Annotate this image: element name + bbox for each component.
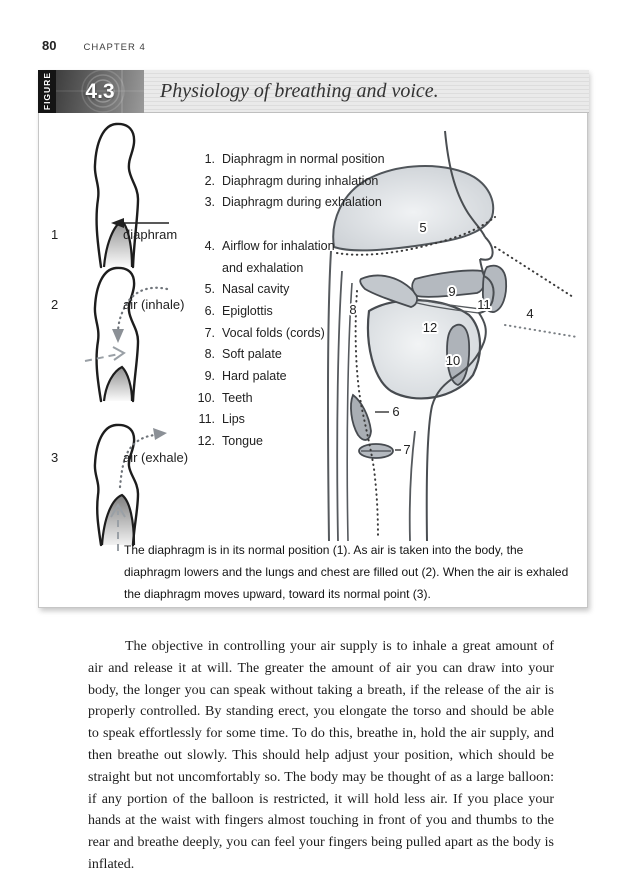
legend-item: 3. Diaphragm during exhalation [204, 195, 382, 210]
label-epiglottis: 6 [392, 404, 400, 419]
figure-title: Physiology of breathing and voice. [160, 80, 439, 102]
diagram-label-diaphragm: diaphram [123, 227, 178, 242]
legend-item: 9. Hard palate [204, 369, 287, 384]
running-head [42, 38, 146, 53]
diagram-number-3: 3 [51, 450, 59, 465]
legend-item: 12. Tongue [197, 434, 264, 449]
legend-item-continuation: and exhalation [222, 260, 304, 275]
torso-diagram-normal [67, 117, 179, 273]
legend-item: 7. Vocal folds (cords) [204, 325, 325, 340]
figure-banner [38, 70, 589, 113]
figure-tab-label: FIGURE [42, 72, 52, 111]
diagram-label-inhale: air (inhale) [123, 297, 185, 312]
body-paragraph: The objective in controlling your air supply is to inhale a great amount of air and release it at will. The greater the amount of air you can draw into your body, the longer you can speak without taking a breath, if the release of the air is properly controlled. By standing erect, you elongate the torso and should be able to speak effortlessly for some time. To do this, breathe in, hold the air supply, and then breathe out slowly. This should help adjust your position, which should be straight but not uncomfortably so. The body may be thought of as a large balloon: if any portion of the balloon is restricted, it will hold less air. If you place your hands at the waist with fingers almost touching in front of you and thumbs to the rear and breathe deeply, you can feel your fingers being pulled apart as the body is inflated. [88, 639, 554, 872]
diagram-number-2: 2 [51, 297, 59, 312]
label-teeth: 10 [445, 353, 461, 368]
page-number: 80 [42, 38, 57, 53]
legend-item: 6. Epiglottis [204, 303, 273, 318]
label-airflow: 4 [526, 306, 534, 321]
airflow-dotted-out-lower [505, 325, 577, 337]
label-hard-palate: 9 [448, 284, 456, 299]
diagram-number-1: 1 [51, 227, 59, 242]
torso-diagram-exhale [67, 419, 185, 555]
legend-item: 5. Nasal cavity [204, 282, 290, 297]
inhale-dashed-arrow [85, 354, 119, 361]
label-soft-palate: 8 [349, 302, 357, 317]
legend-item: 11. Lips [198, 412, 245, 427]
diagram-label-exhale: air (exhale) [123, 450, 189, 465]
figure-caption: The diaphragm is in its normal position (1). As air is taken into the body, the diaphragm lowers and the lungs and chest are filled out (2). When the air is exhaled the diaphragm moves upward, toward its normal point (3). [124, 543, 569, 601]
legend-item: 1. Diaphragm in normal position [204, 152, 385, 166]
figure-legend [191, 149, 406, 453]
label-lips: 11 [477, 297, 491, 312]
label-nasal-cavity: 5 [419, 220, 427, 235]
legend-item: 8. Soft palate [204, 347, 282, 362]
torso-diagram-inhale [67, 261, 185, 413]
figure-number: 4.3 [85, 79, 115, 103]
label-vocal-folds: 7 [403, 442, 411, 457]
figure-box [38, 70, 588, 608]
figure-number-badge [56, 70, 144, 113]
legend-item: 2. Diaphragm during inhalation [204, 173, 379, 188]
legend-item: 10. Teeth [197, 390, 253, 405]
legend-item: 4. Airflow for inhalation [204, 238, 335, 253]
label-tongue: 12 [422, 320, 438, 335]
figure-tab [38, 70, 56, 113]
chapter-label: CHAPTER 4 [83, 42, 146, 53]
